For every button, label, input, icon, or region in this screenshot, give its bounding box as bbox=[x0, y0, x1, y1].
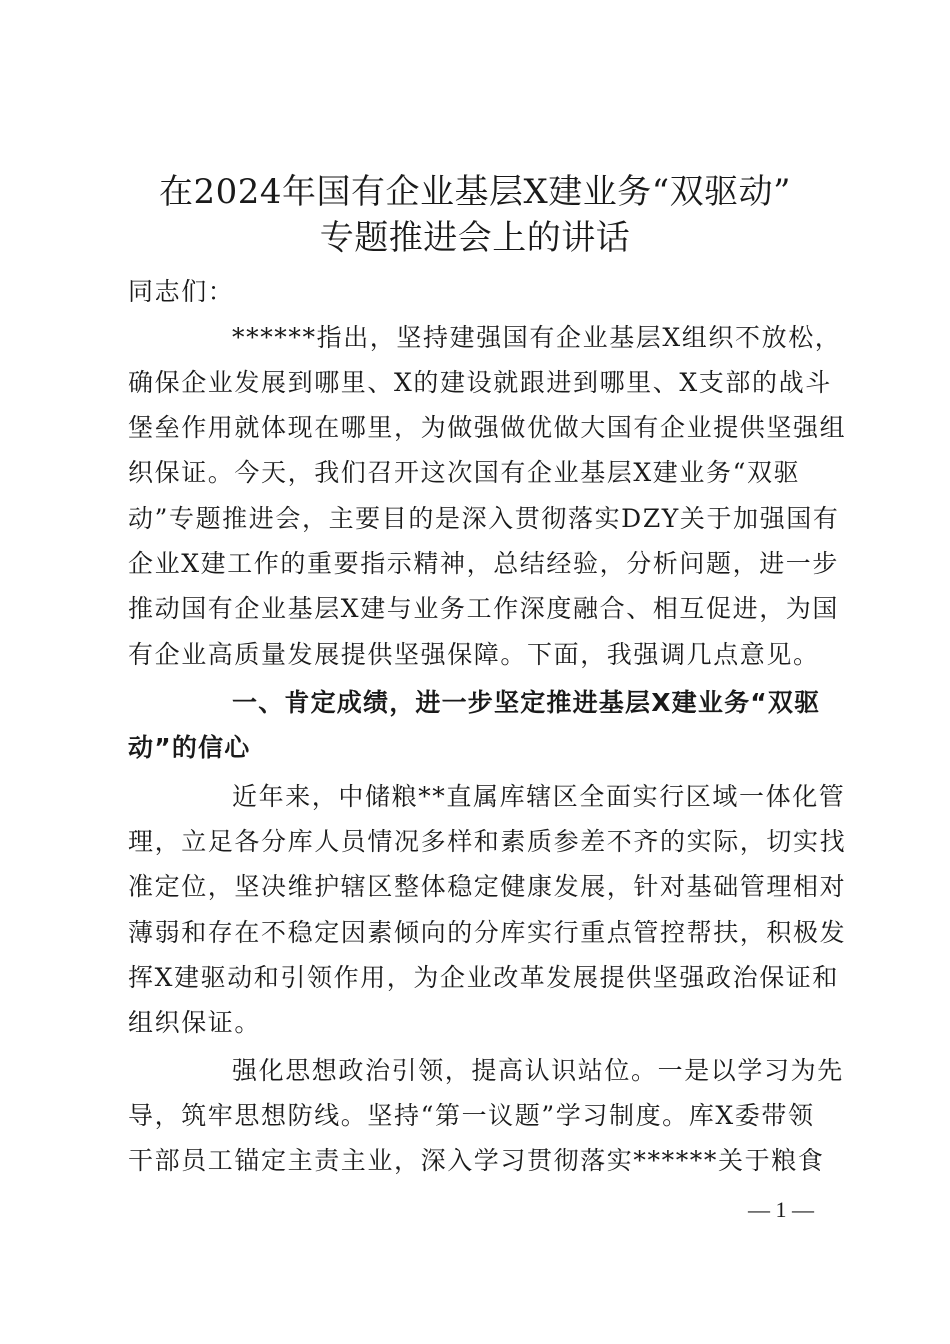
paragraph-line: 强化思想政治引领，提高认识站位。一是以学习为先 bbox=[232, 1056, 844, 1085]
intro-line: 堡垒作用就体现在哪里，为做强做优做大国有企业提供坚强组 bbox=[128, 413, 847, 442]
paragraph-line: 挥X建驱动和引领作用，为企业改革发展提供坚强政治保证和 bbox=[128, 963, 839, 992]
paragraph-line: 准定位，坚决维护辖区整体稳定健康发展，针对基础管理相对 bbox=[128, 872, 847, 901]
intro-line: 织保证。今天，我们召开这次国有企业基层X建业务“双驱 bbox=[128, 458, 801, 487]
intro-line: 企业X建工作的重要指示精神，总结经验，分析问题，进一步 bbox=[128, 549, 839, 578]
section-heading-line: 动”的信心 bbox=[128, 733, 251, 762]
paragraph-line: 薄弱和存在不稳定因素倾向的分库实行重点管控帮扶，积极发 bbox=[128, 918, 847, 947]
page-number: — 1 — bbox=[748, 1197, 814, 1222]
intro-line: ******指出，坚持建强国有企业基层X组织不放松， bbox=[232, 323, 842, 352]
paragraph-line: 理，立足各分库人员情况多样和素质参差不齐的实际，切实找 bbox=[128, 827, 847, 856]
intro-line: 动”专题推进会，主要目的是深入贯彻落实DZY关于加强国有 bbox=[128, 504, 840, 533]
section-heading-line: 一、肯定成绩，进一步坚定推进基层X建业务“双驱 bbox=[232, 688, 821, 717]
intro-line: 确保企业发展到哪里、X的建设就跟进到哪里、X支部的战斗 bbox=[128, 368, 832, 397]
intro-line: 推动国有企业基层X建与业务工作深度融合、相互促进，为国 bbox=[128, 594, 839, 623]
paragraph-line: 近年来，中储粮**直属库辖区全面实行区域一体化管 bbox=[232, 782, 846, 811]
document-title-line-1: 在2024年国有企业基层X建业务“双驱动” bbox=[159, 172, 791, 212]
intro-line: 有企业高质量发展提供坚强保障。下面，我强调几点意见。 bbox=[128, 640, 820, 669]
greeting: 同志们： bbox=[128, 277, 235, 306]
paragraph-line: 干部员工锚定主责主业，深入学习贯彻落实******关于粮食 bbox=[128, 1146, 825, 1175]
paragraph-line: 导，筑牢思想防线。坚持“第一议题”学习制度。库X委带领 bbox=[128, 1101, 815, 1130]
paragraph-line: 组织保证。 bbox=[128, 1008, 262, 1037]
document-title-line-2: 专题推进会上的讲话 bbox=[319, 218, 631, 258]
